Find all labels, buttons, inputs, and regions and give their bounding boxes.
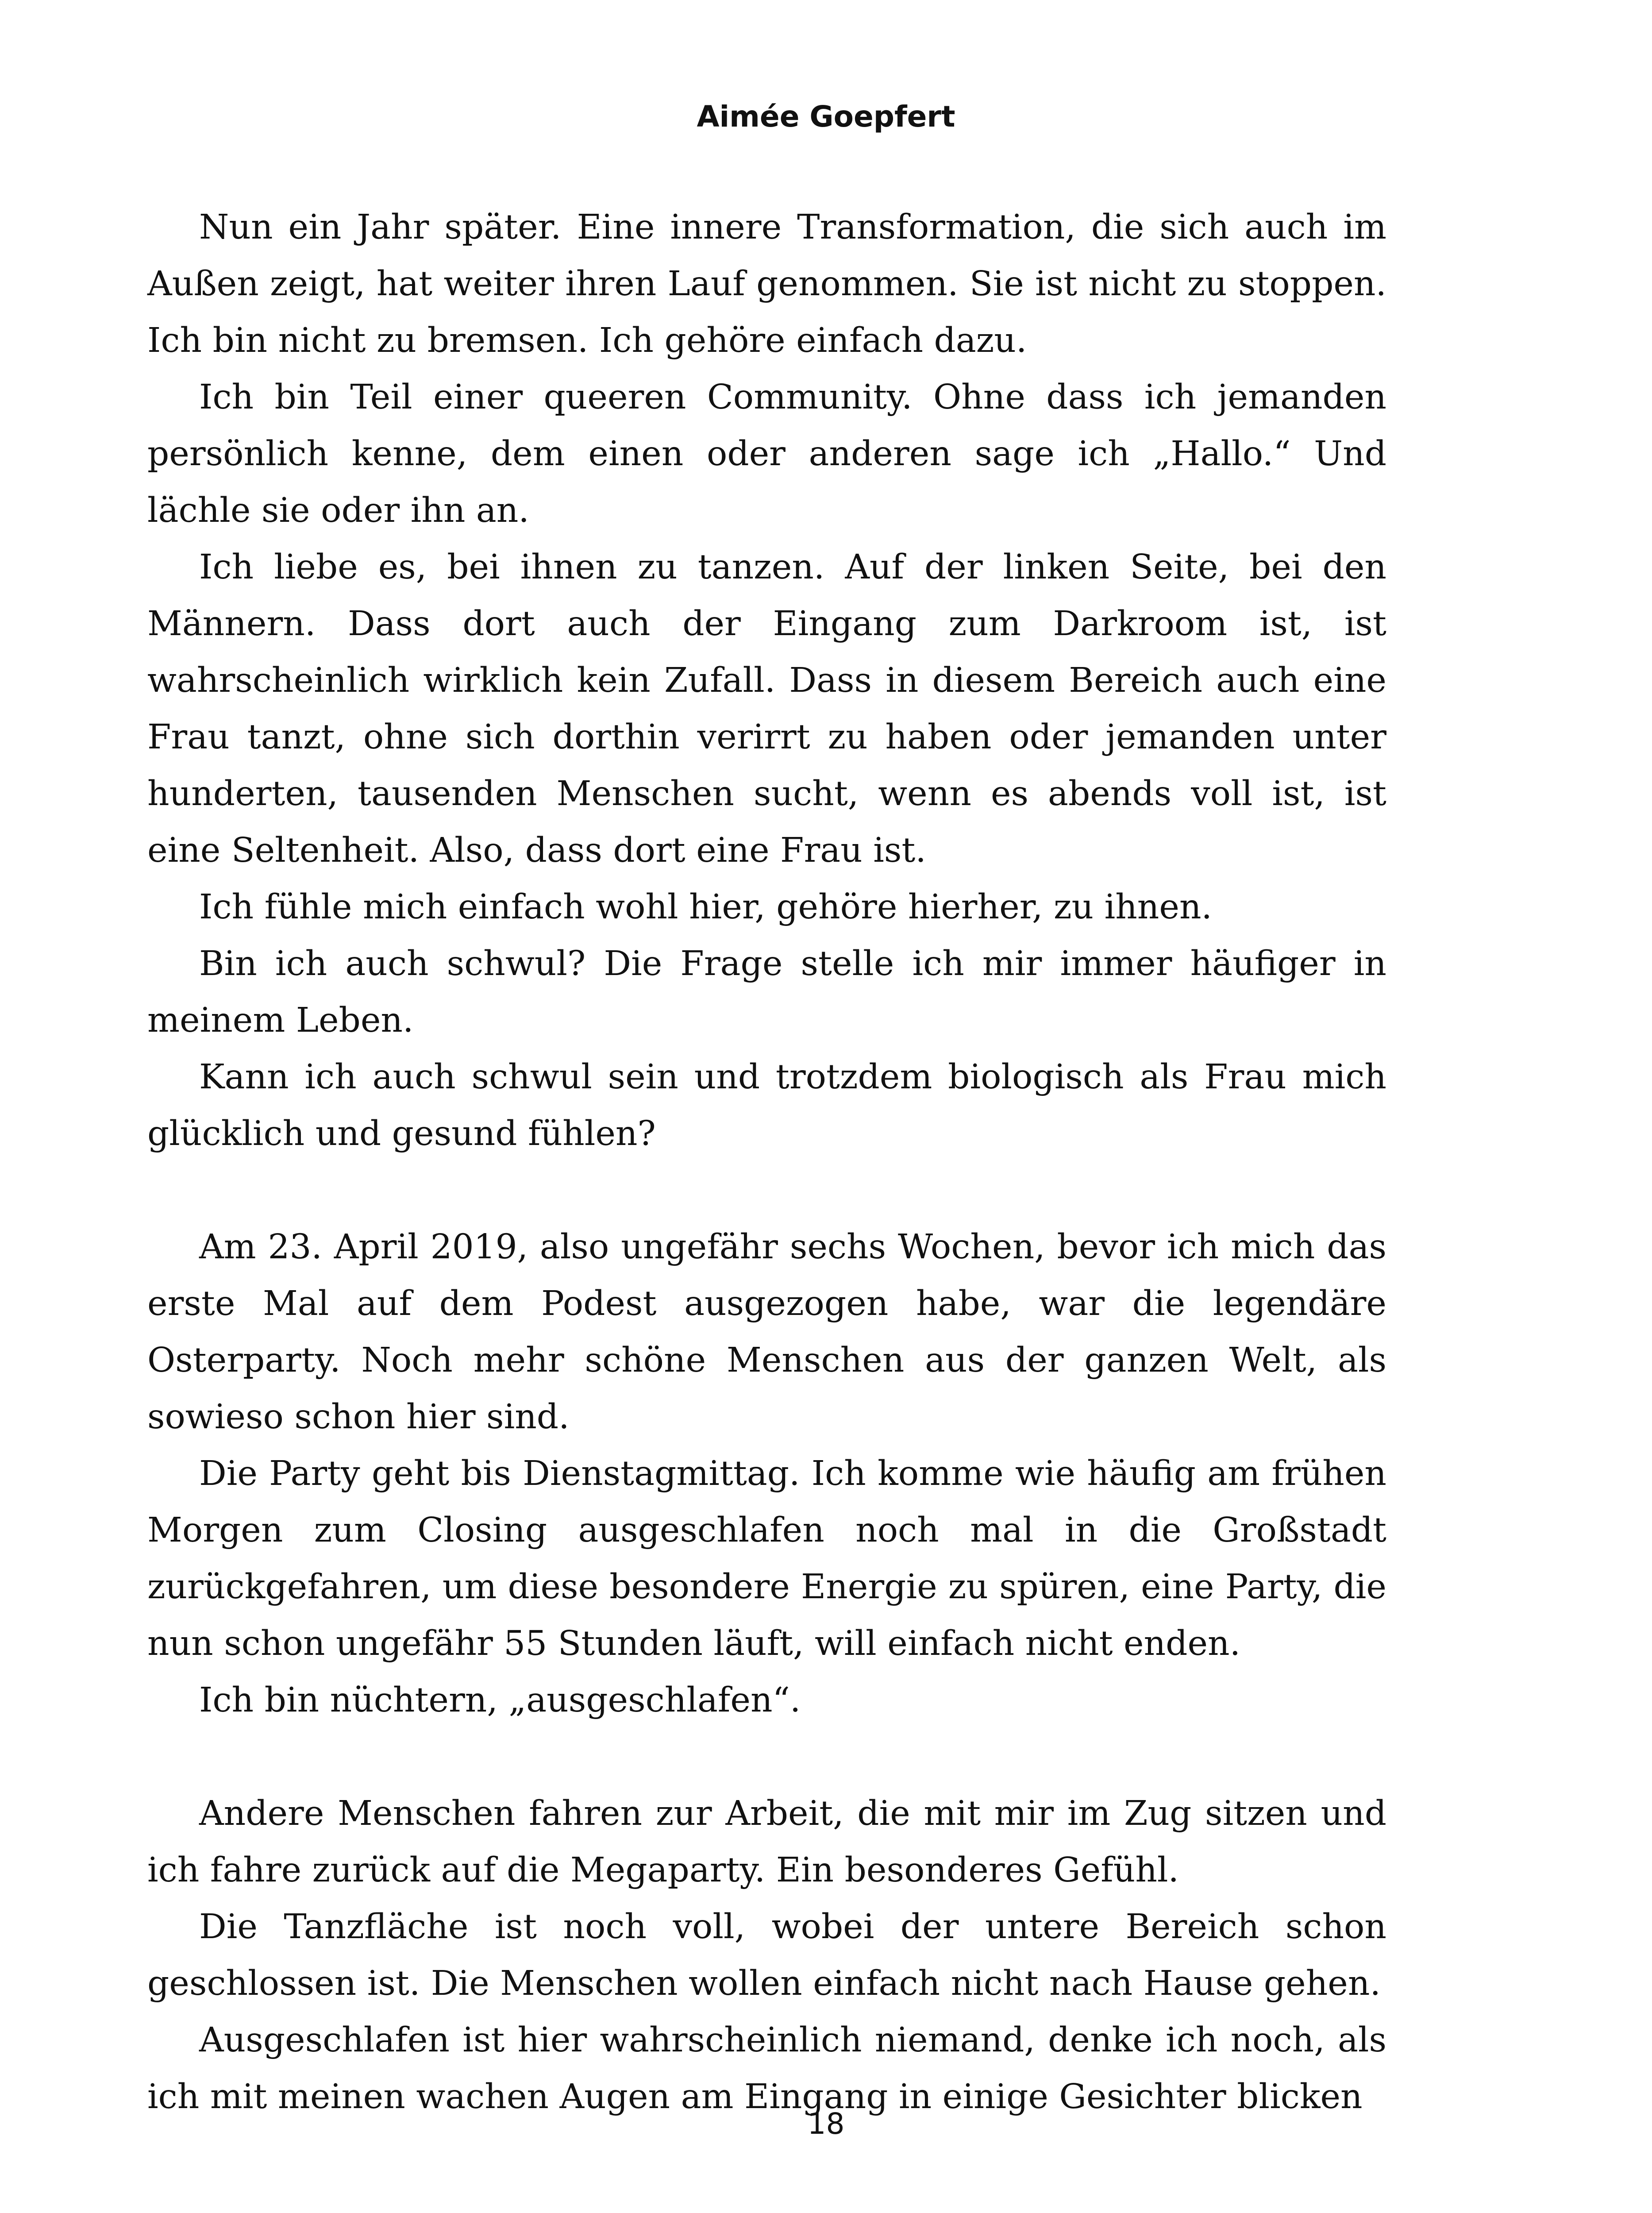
- paragraph: Kann ich auch schwul sein und trotzdem biologisch als Frau mich glücklich und gesund fühlen?: [147, 1057, 1386, 1153]
- paragraph: Ich fühle mich einfach wohl hier, gehöre hierher, zu ihnen.: [199, 887, 1213, 927]
- paragraph: Ich liebe es, bei ihnen zu tanzen. Auf der linken Seite, bei den Männern. Dass dort auch der Eingang zum Darkroom ist, ist wahrscheinlich wirklich kein Zufall. Dass in diesem Bereich auch eine Frau tanzt, ohne sich dorthin verirrt zu haben oder jemanden unter hunderten, tausenden Menschen sucht, wenn es abends voll ist, ist eine Seltenheit. Also, dass dort eine Frau ist.: [147, 547, 1386, 870]
- page-number: 18: [807, 2107, 845, 2141]
- paragraph: Die Party geht bis Dienstagmittag. Ich komme wie häufig am frühen Morgen zum Closing ausgeschlafen noch mal in die Großstadt zurückgefahren, um diese besondere Energie zu spüren, eine Party, die nun schon ungefähr 55 Stunden läuft, will einfach nicht enden.: [147, 1454, 1386, 1663]
- paragraph: Nun ein Jahr später. Eine innere Transformation, die sich auch im Außen zeigt, hat weiter ihren Lauf genommen. Sie ist nicht zu stoppen. Ich bin nicht zu bremsen. Ich gehöre einfach dazu.: [147, 208, 1386, 360]
- paragraph: Die Tanzfläche ist noch voll, wobei der untere Bereich schon geschlossen ist. Die Menschen wollen einfach nicht nach Hause gehen.: [147, 1907, 1386, 2003]
- running-head-author: Aimée Goepfert: [697, 100, 955, 134]
- paragraph: Ich bin nüchtern, „ausgeschlafen“.: [199, 1681, 801, 1720]
- paragraph: Am 23. April 2019, also ungefähr sechs Wochen, bevor ich mich das erste Mal auf dem Podest ausgezogen habe, war die legendäre Osterparty. Noch mehr schöne Menschen aus der ganzen Welt, als sowieso schon hier sind.: [147, 1227, 1386, 1437]
- paragraph: Ausgeschlafen ist hier wahrscheinlich niemand, denke ich noch, als ich mit meinen wachen Augen am Eingang in einige Gesichter blicken: [147, 2020, 1386, 2117]
- body-text: [147, 199, 1386, 2125]
- paragraph: Ich bin Teil einer queeren Community. Ohne dass ich jemanden persönlich kenne, dem einen oder anderen sage ich „Hallo.“ Und lächle sie oder ihn an.: [147, 378, 1386, 530]
- paragraph: Bin ich auch schwul? Die Frage stelle ich mir immer häufiger in meinem Leben.: [147, 944, 1386, 1040]
- paragraph: Andere Menschen fahren zur Arbeit, die mit mir im Zug sitzen und ich fahre zurück auf die Megaparty. Ein besonderes Gefühl.: [147, 1794, 1386, 1890]
